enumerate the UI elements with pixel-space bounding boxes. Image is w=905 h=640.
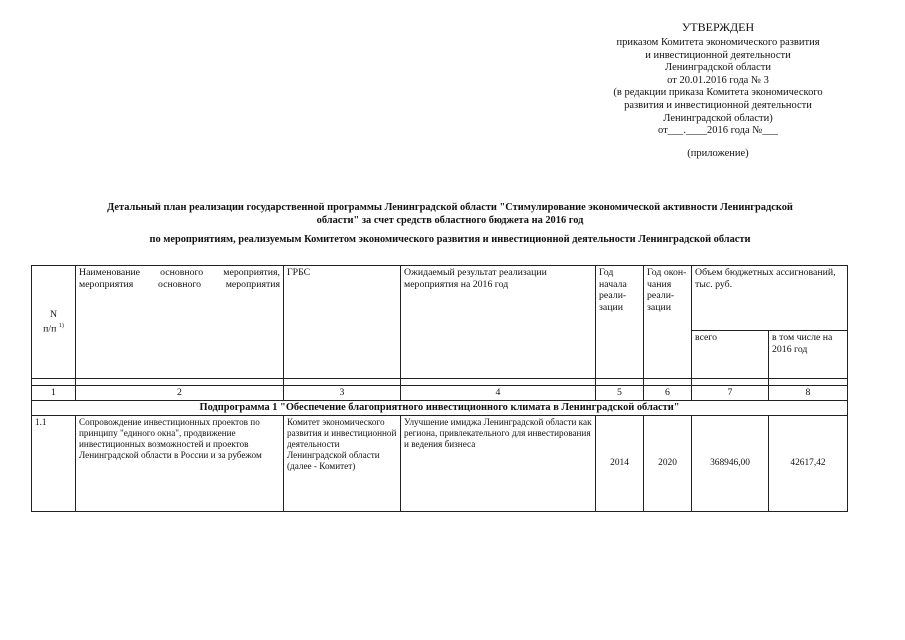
document-title-line: области" за счет средств областного бюджета на 2016 год <box>316 214 584 226</box>
header-num-sub <box>35 321 72 335</box>
row-year-end: 2020 <box>644 415 692 511</box>
header-num <box>32 266 76 379</box>
approval-line: Ленинградской области <box>665 62 771 74</box>
approval-title: УТВЕРЖДЕН <box>681 20 755 34</box>
row-total: 368946,00 <box>692 415 769 511</box>
header-grbs: ГРБС <box>284 266 401 379</box>
header-row <box>32 266 848 331</box>
row-num: 1.1 <box>32 415 76 511</box>
column-number: 7 <box>692 386 769 401</box>
column-number: 4 <box>401 386 596 401</box>
column-number: 8 <box>769 386 848 401</box>
header-result: Ожидаемый результат реализации мероприятия на 2016 год <box>401 266 596 379</box>
header-budget-2016: в том числе на 2016 год <box>769 331 848 379</box>
document-title <box>40 202 860 227</box>
header-budget-total: всего <box>692 331 769 379</box>
header-year-end: Год окон-чания реали-зации <box>644 266 692 379</box>
approval-date-line: от 20.01.2016 года № 3 <box>667 74 769 86</box>
row-grbs: Комитет экономического развития и инвестиционной деятельности Ленинградской области (далее - Комитет) <box>284 415 401 511</box>
approval-block <box>588 20 848 160</box>
row-result: Улучшение имиджа Ленинградской области как региона, привлекательного для инвестирования и ведения бизнеса <box>401 415 596 511</box>
plan-table <box>31 265 848 512</box>
column-number: 3 <box>284 386 401 401</box>
document-title-line: Детальный план реализации государственной программы Ленинградской области "Стимулирование экономической активности Ленинградской <box>107 202 793 213</box>
footnote-marker: 1) <box>58 322 64 329</box>
column-number-row <box>32 386 848 401</box>
column-number: 2 <box>76 386 284 401</box>
document-subtitle: по мероприятиям, реализуемым Комитетом экономического развития и инвестиционной деятельности Ленинградской области <box>149 234 751 245</box>
header-year-start: Год начала реали-зации <box>596 266 644 379</box>
header-name: Наименование основного мероприятия, мероприятия основного мероприятия <box>76 266 284 379</box>
subprogram-row <box>32 400 848 415</box>
column-number: 5 <box>596 386 644 401</box>
header-num-label: N <box>49 309 58 321</box>
subprogram-title: Подпрограмма 1 "Обеспечение благоприятного инвестиционного климата в Ленинградской области" <box>32 400 848 415</box>
row-name: Сопровождение инвестиционных проектов по принципу "единого окна", продвижение инвестиционных возможностей и проектов Ленинградской области в России и за рубежом <box>76 415 284 511</box>
approval-blank-date-line: от___.____2016 года №___ <box>657 125 779 137</box>
header-num-sub-text: п/п <box>43 323 57 335</box>
table-row <box>32 415 848 511</box>
appendix-label: (приложение) <box>687 147 749 159</box>
approval-line: приказом Комитета экономического развития <box>616 37 820 48</box>
approval-line: (в редакции приказа Комитета экономического <box>613 87 823 99</box>
approval-line: развития и инвестиционной деятельности <box>624 99 812 111</box>
approval-line: и инвестиционной деятельности <box>645 49 791 61</box>
header-budget: Объем бюджетных ассигнований, тыс. руб. <box>692 266 848 331</box>
column-number: 6 <box>644 386 692 401</box>
approval-line: Ленинградской области) <box>663 112 773 124</box>
column-number: 1 <box>32 386 76 401</box>
row-2016: 42617,42 <box>769 415 848 511</box>
row-year-start: 2014 <box>596 415 644 511</box>
header-gap <box>32 379 848 386</box>
